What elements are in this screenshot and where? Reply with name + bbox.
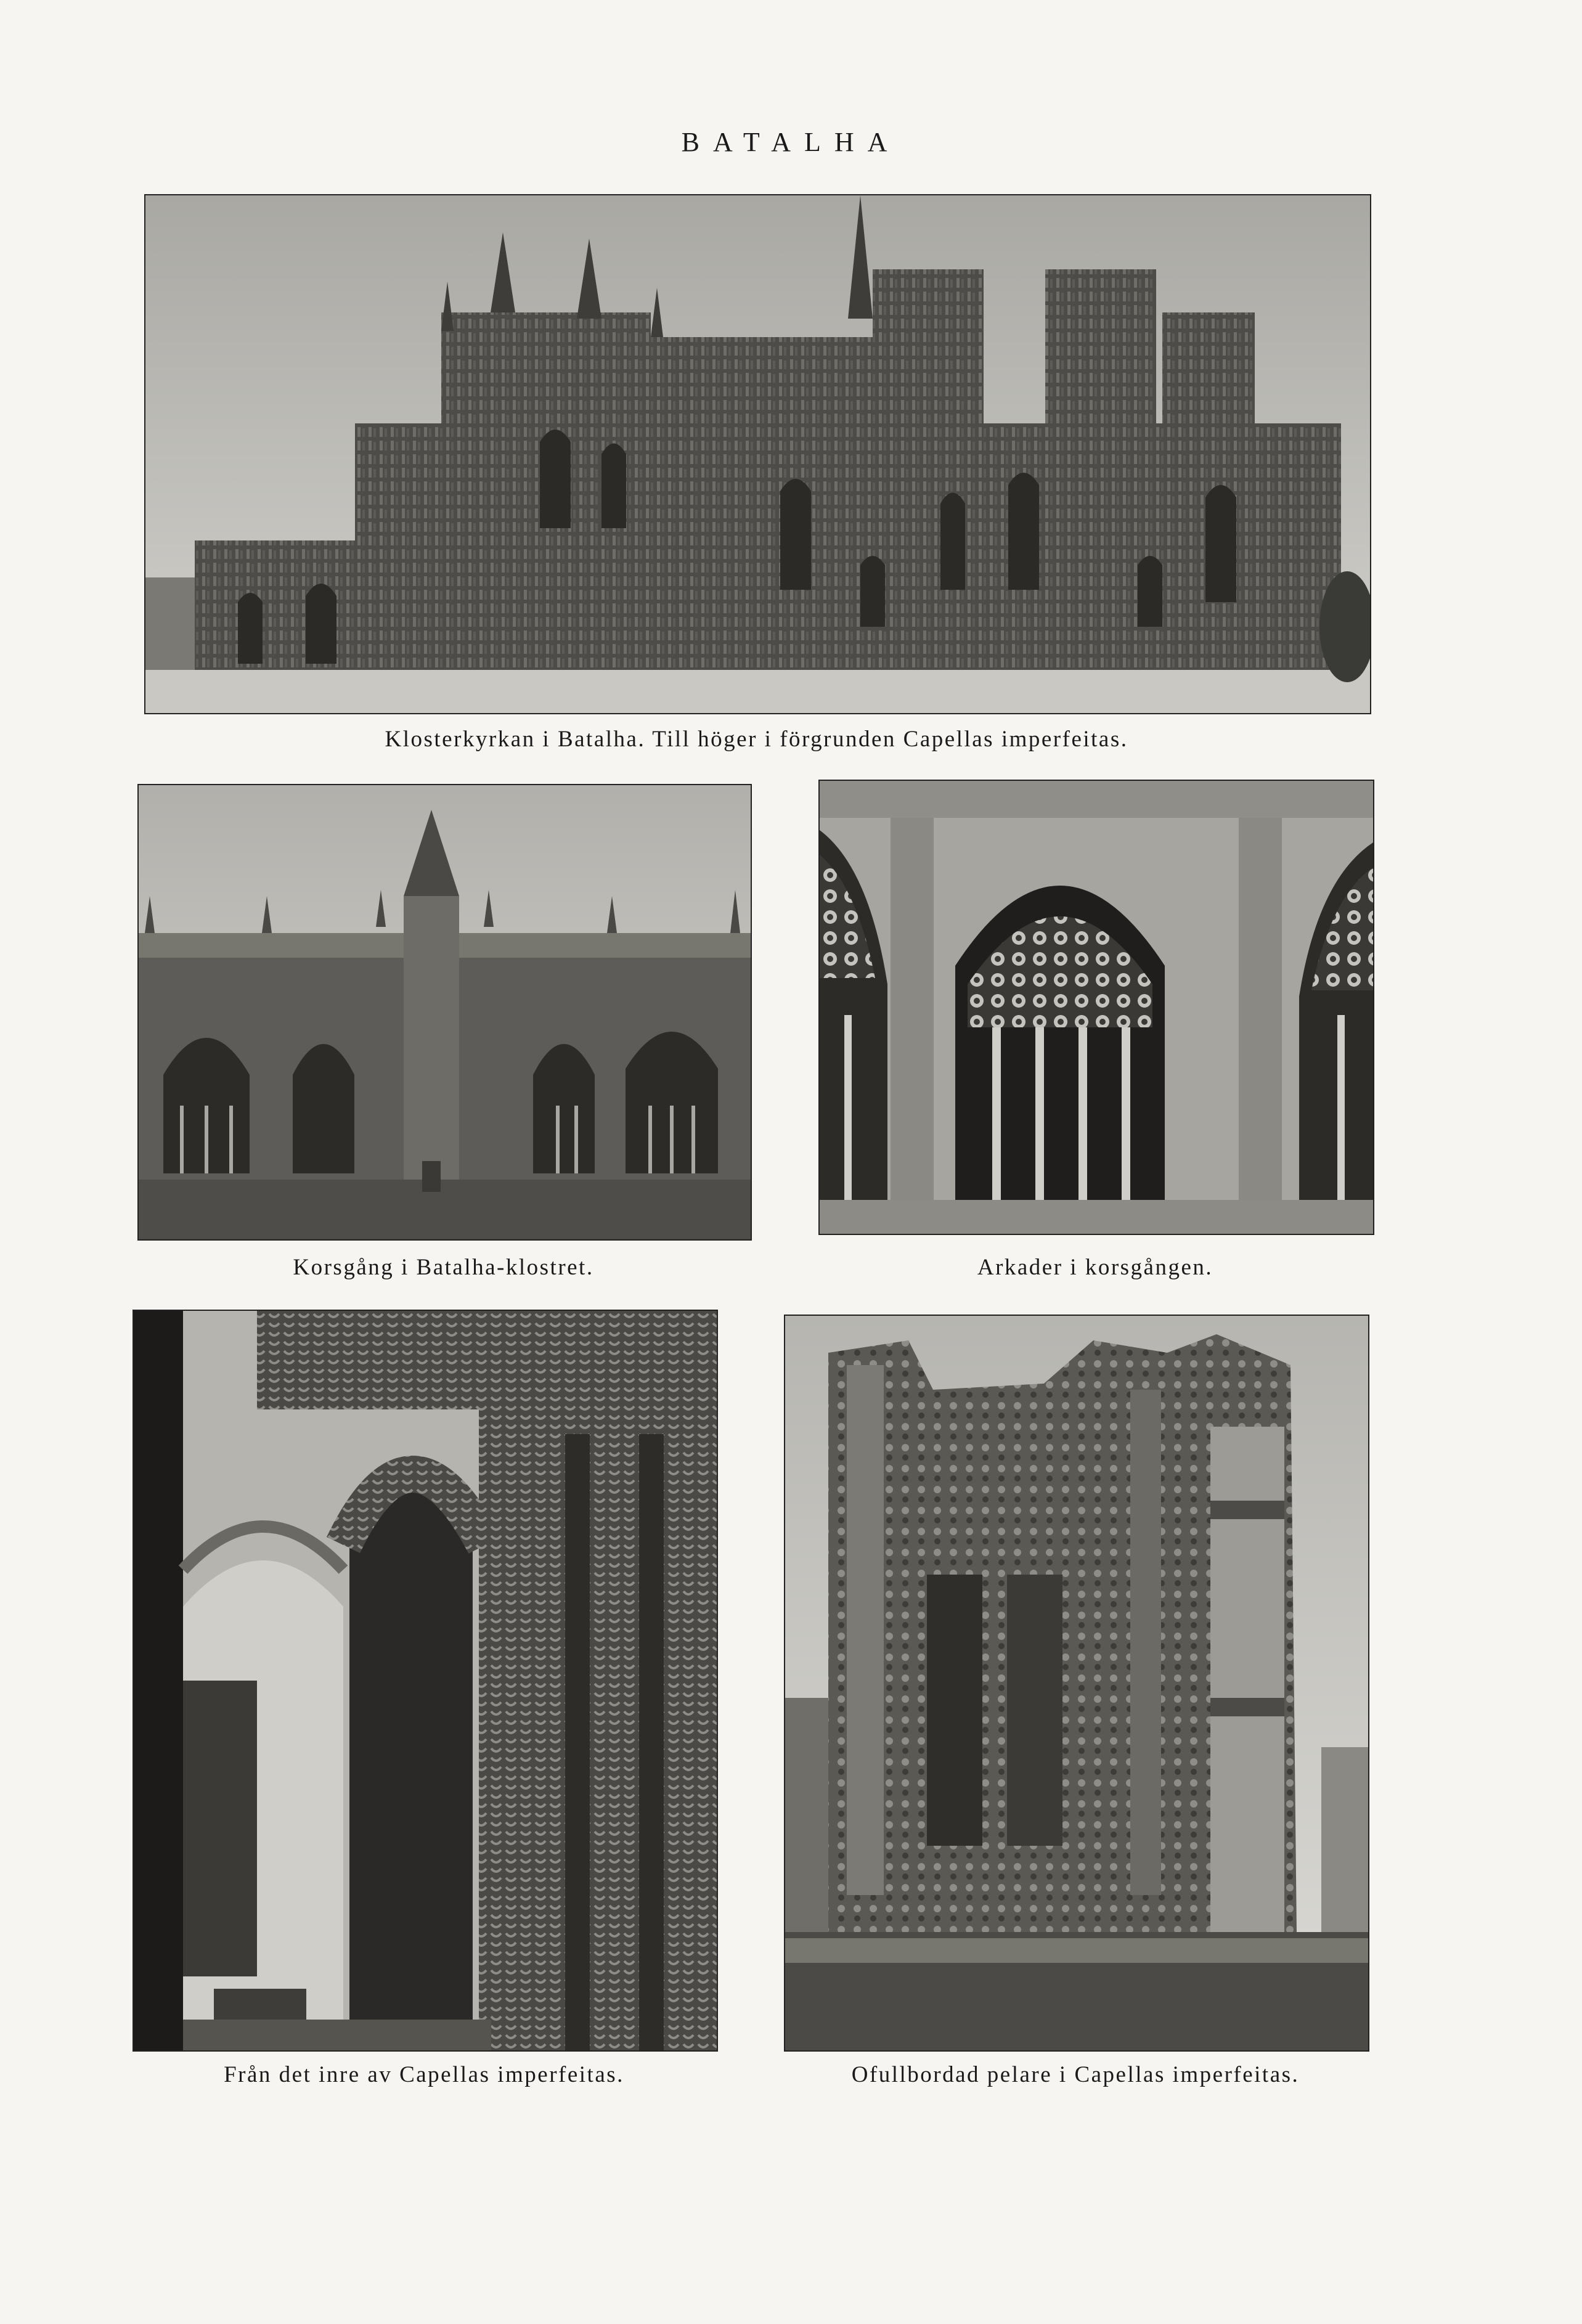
caption-unfinished-pillar: Ofullbordad pelare i Capellas imperfeitas.	[851, 2062, 1300, 2087]
unfinished-pillar-illustration	[785, 1316, 1368, 2050]
caption-cloister-courtyard: Korsgång i Batalha-klostret.	[293, 1255, 594, 1280]
caption-church-exterior: Klosterkyrkan i Batalha. Till höger i förgrunden Capellas imperfeitas.	[385, 727, 1128, 752]
photo-church-exterior	[144, 194, 1371, 714]
photo-cloister-arcade	[818, 780, 1374, 1235]
photo-unfinished-pillar	[784, 1315, 1369, 2052]
page-title: BATALHA	[681, 127, 901, 157]
photo-chapel-interior	[133, 1310, 718, 2052]
caption-cloister-arcade: Arkader i korsgången.	[977, 1255, 1213, 1280]
chapel-interior-illustration	[134, 1311, 717, 2050]
photo-cloister-courtyard	[137, 784, 752, 1241]
caption-chapel-interior: Från det inre av Capellas imperfeitas.	[224, 2062, 624, 2087]
cloister-courtyard-illustration	[139, 785, 751, 1239]
church-exterior-illustration	[145, 195, 1370, 713]
cloister-arcade-illustration	[820, 781, 1373, 1234]
